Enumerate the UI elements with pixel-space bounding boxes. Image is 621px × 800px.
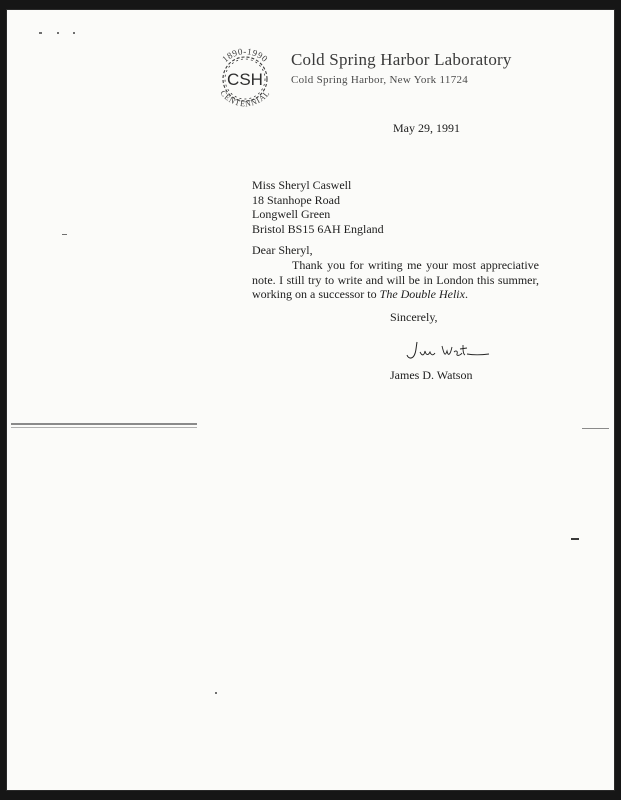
salutation: Dear Sheryl,	[252, 243, 313, 257]
margin-mark	[39, 32, 42, 34]
letterhead-address: Cold Spring Harbor, New York 11724	[291, 74, 469, 86]
letter-date: May 29, 1991	[393, 121, 460, 135]
svg-text:1890-1990	[220, 46, 270, 64]
recipient-street: 18 Stanhope Road	[252, 192, 340, 207]
letter-page	[6, 9, 615, 791]
margin-mark	[73, 32, 75, 34]
body-text-end: .	[464, 287, 468, 301]
margin-mark	[582, 428, 609, 429]
svg-text:CENTENNIAL	[218, 89, 271, 109]
body-text: Thank you for writing me your most appreciative note. I still try to write and will be in London this summer, working on a successor to	[252, 258, 539, 301]
letterhead-organization: Cold Spring Harbor Laboratory	[291, 50, 512, 69]
centennial-seal-logo	[206, 38, 284, 120]
margin-mark	[215, 692, 217, 694]
recipient-locality: Longwell Green	[252, 207, 331, 221]
margin-mark	[62, 234, 67, 235]
letter-body-paragraph	[252, 258, 539, 302]
closing: Sincerely,	[390, 310, 438, 324]
margin-mark	[11, 423, 197, 425]
recipient-name: Miss Sheryl Caswell	[252, 178, 352, 192]
seal-monogram-text: CSH	[227, 70, 263, 89]
recipient-city-line: Bristol BS15 6AH England	[252, 221, 384, 236]
handwritten-signature	[405, 338, 491, 362]
margin-mark	[11, 427, 197, 428]
recipient-address-block	[252, 178, 384, 236]
margin-mark	[57, 32, 59, 34]
signer-name: James D. Watson	[390, 368, 473, 382]
seal-years-text: 1890-1990	[220, 46, 270, 65]
margin-mark	[571, 538, 579, 540]
seal-caption-text: CENTENNIAL	[218, 88, 272, 109]
book-title: The Double Helix	[379, 287, 465, 301]
